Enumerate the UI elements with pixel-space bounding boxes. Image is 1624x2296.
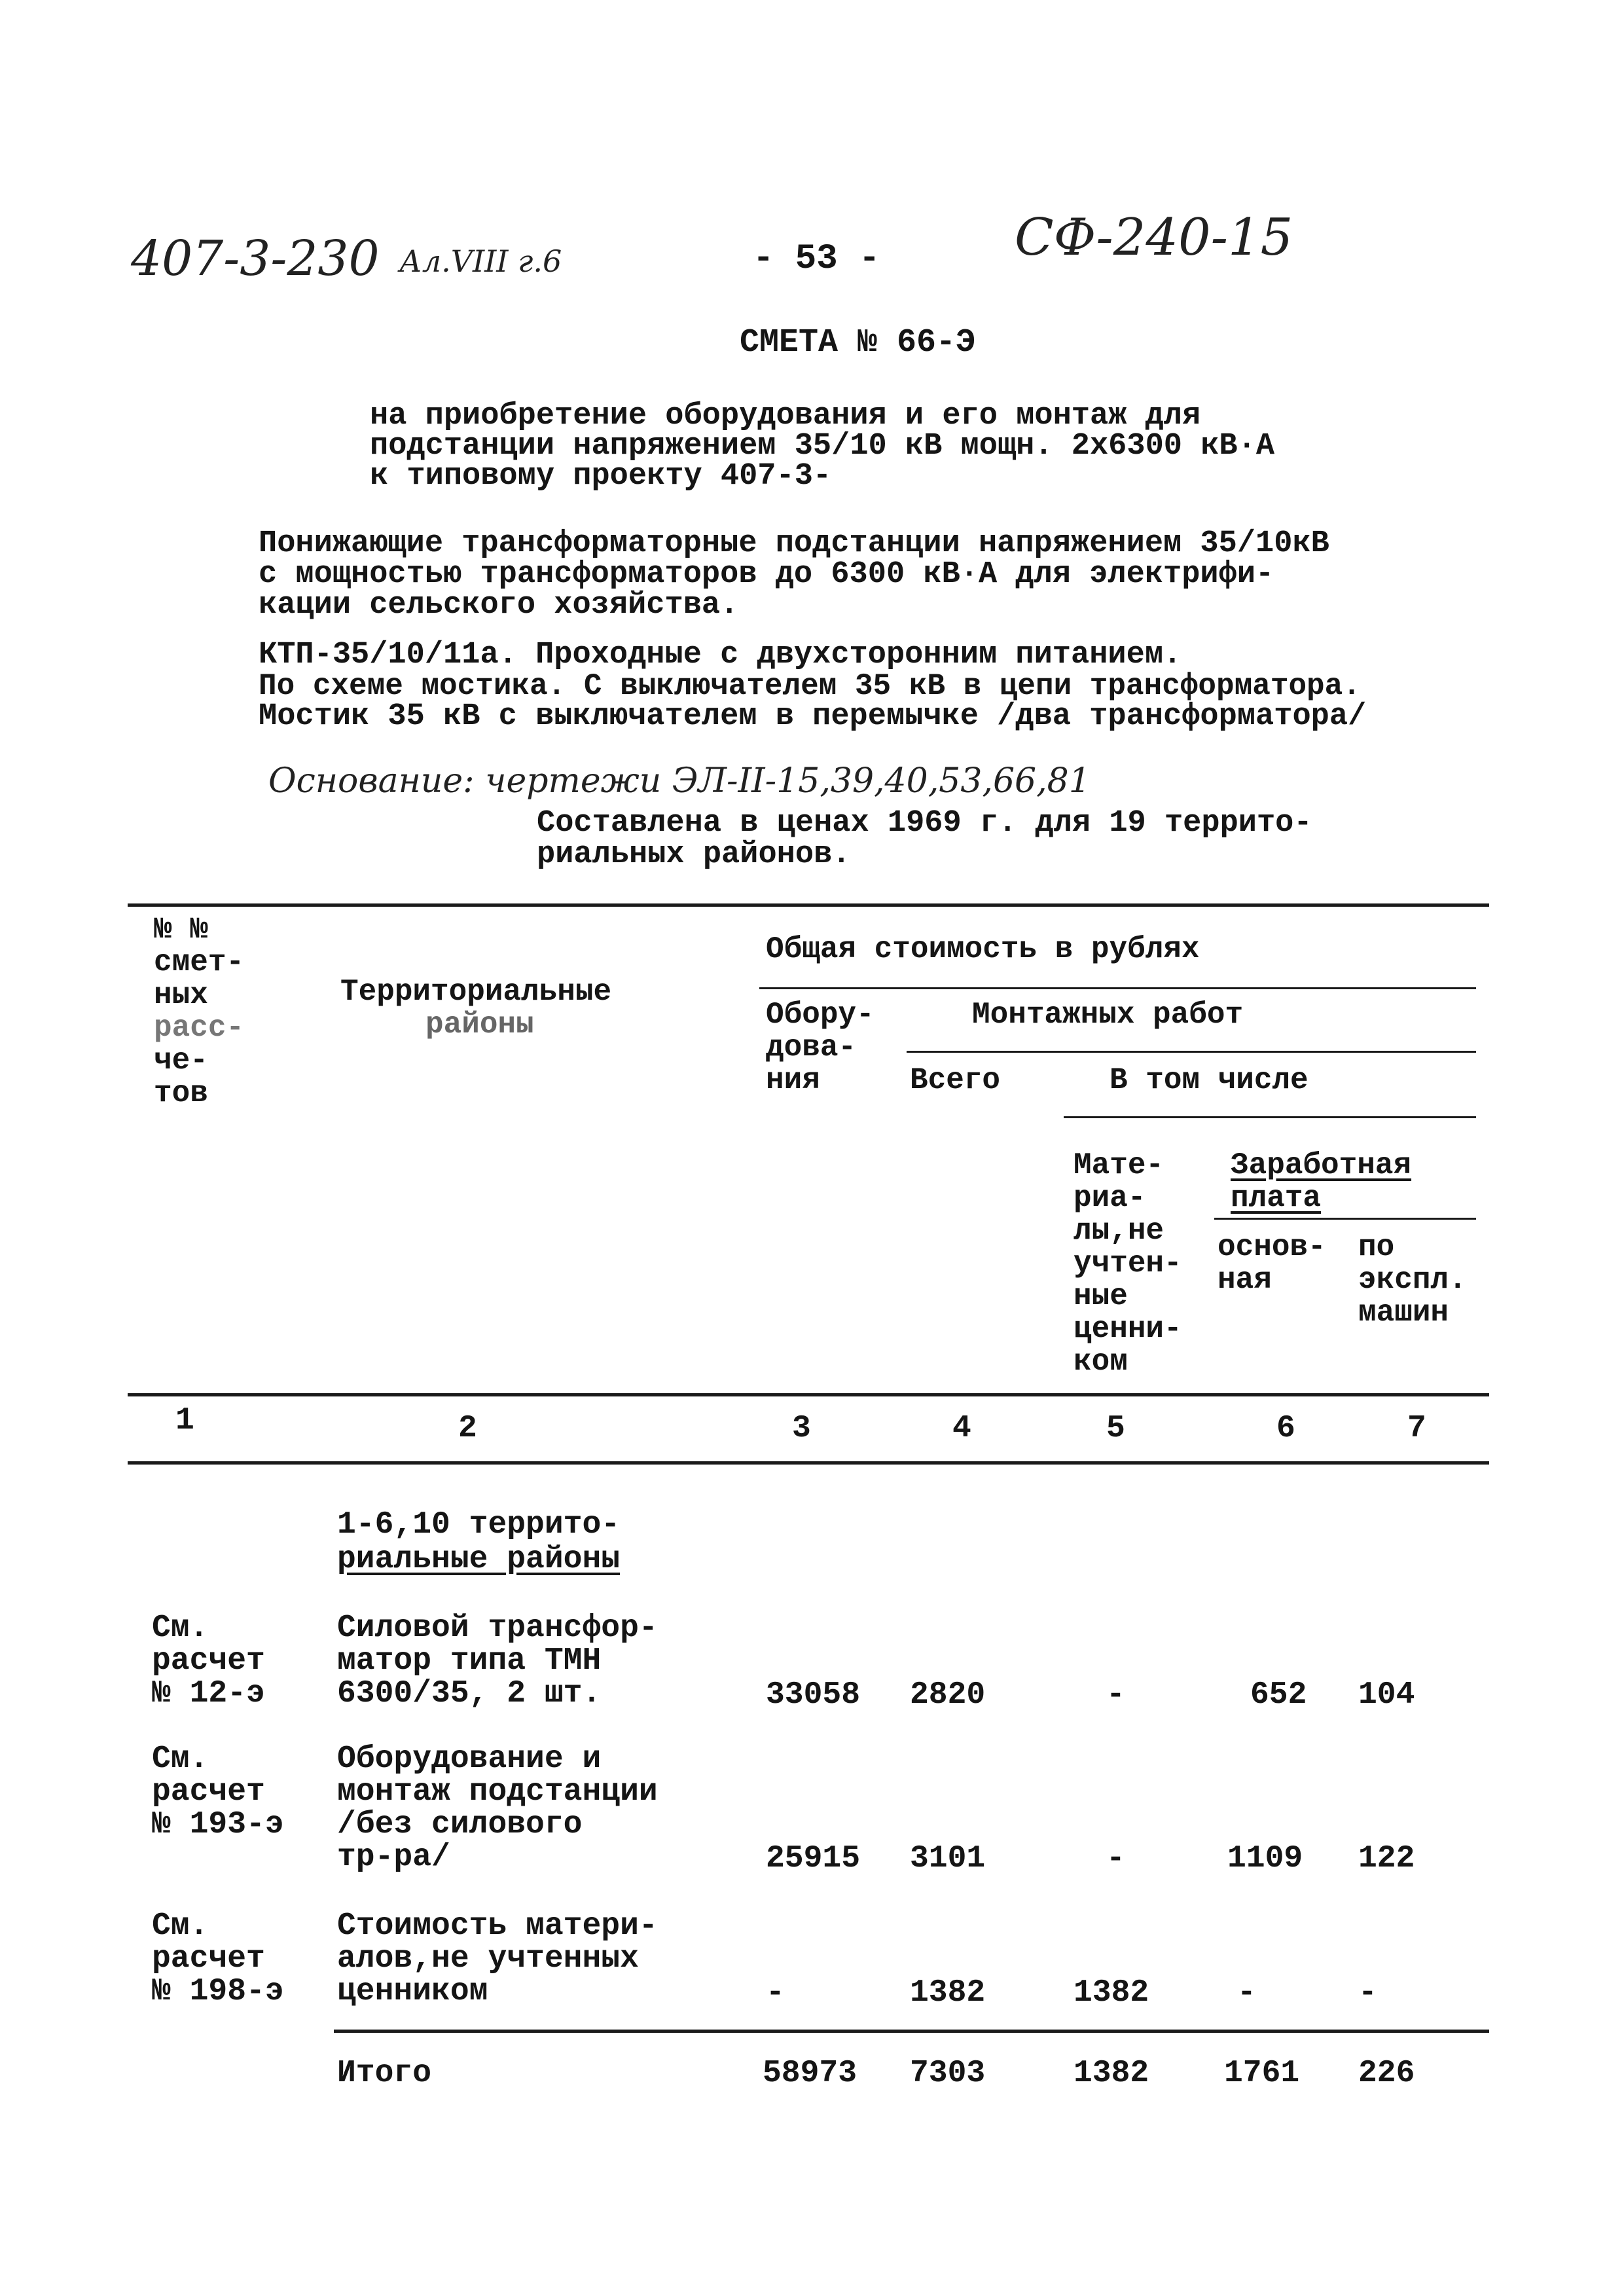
scheme-line-1: КТП-35/10/11а. Проходные с двухсторонним питанием. [259,638,1182,672]
header-wages-main-line2: ная [1218,1263,1272,1297]
column-number-7: 7 [1407,1411,1426,1446]
estimate-title: СМЕТА № 66-Э [740,324,976,361]
section-title-line1: 1-6,10 террито- [337,1507,621,1542]
subtitle-line-1: на приобретение оборудования и его монтаж для [370,399,1201,433]
column-number-6: 6 [1276,1411,1295,1446]
row3-wages-main: - [1237,1975,1256,2011]
row1-ref-line2: расчет [152,1643,265,1679]
scheme-line-2: По схеме мостика. С выключателем 35 кВ в цепи трансформатора. [259,669,1361,703]
subtitle-line-2: подстанции напряжением 35/10 кВ мощн. 2х6300 кВ·А [370,429,1275,464]
row1-total: 2820 [910,1677,986,1713]
row2-total: 3101 [910,1841,986,1876]
header-wages-machines-line1: по [1358,1230,1395,1264]
rule-above-column-numbers [128,1393,1489,1396]
header-including: В том числе [1110,1063,1308,1097]
total-wages-machines: 226 [1358,2056,1415,2091]
scheme-line-3: Мостик 35 кВ с выключателем в перемычке /два трансформатора/ [259,699,1367,734]
header-col2-line2: районы [425,1008,534,1042]
row3-materials: 1382 [1074,1975,1149,2011]
rule-under-wages [1214,1218,1476,1220]
section-title-line2: риальные районы [337,1542,621,1577]
row2-name-line1: Оборудование и [337,1741,602,1777]
row1-ref-line3: № 12-э [152,1676,265,1711]
header-equipment-line3: ния [766,1063,820,1097]
header-col2-line1: Территориальные [340,975,612,1009]
subtitle-line-3: к типовому проекту 407-3- [370,459,832,494]
row2-name-line3: /без силового [337,1807,583,1842]
table-top-rule [128,903,1489,907]
rule-under-installation [907,1051,1476,1053]
description-line-3: кации сельского хозяйства. [259,588,739,623]
header-materials-line4: учтен- [1074,1247,1182,1281]
header-equipment-line2: дова- [766,1030,857,1065]
header-materials-line5: ные [1074,1279,1128,1313]
basis-line: Основание: чертежи ЭЛ-II-15,39,40,53,66,81 [268,761,1091,801]
document-code: 407-3-230 [131,230,380,287]
row1-ref-line1: См. [152,1611,209,1646]
album-reference: Ал.VIII г.6 [399,244,562,279]
header-col1-line2: смет- [154,945,245,979]
total-installation: 7303 [910,2056,986,2091]
stamp-code: СФ-240-15 [1015,208,1293,267]
row2-materials: - [1106,1841,1125,1876]
row2-equipment: 25915 [766,1841,861,1876]
row2-wages-machines: 122 [1358,1841,1415,1876]
row3-ref-line1: См. [152,1908,209,1944]
row3-ref-line2: расчет [152,1941,265,1977]
rule-under-total-cost [759,987,1476,989]
compiled-line-1: Составлена в ценах 1969 г. для 19 террито- [537,806,1312,841]
column-number-3: 3 [792,1411,811,1446]
row2-ref-line3: № 193-э [152,1807,284,1842]
total-label: Итого [337,2056,432,2091]
header-col1-line4: расс- [154,1011,245,1045]
row1-name-line2: матор типа ТМН [337,1643,602,1679]
header-wages-machines-line3: машин [1358,1296,1449,1330]
description-line-1: Понижающие трансформаторные подстанции напряжением 35/10кВ [259,526,1329,561]
header-total-cost: Общая стоимость в рублях [766,932,1200,966]
header-total: Всего [910,1063,1001,1097]
row1-materials: - [1106,1677,1125,1713]
total-materials: 1382 [1074,2056,1149,2091]
rule-below-column-numbers [128,1461,1489,1465]
total-wages-main: 1761 [1224,2056,1300,2091]
header-col1-line3: ных [154,978,208,1012]
column-number-1: 1 [175,1403,194,1438]
row3-name-line3: ценником [337,1974,488,2009]
header-installation: Монтажных работ [972,998,1244,1032]
row1-name-line3: 6300/35, 2 шт. [337,1676,602,1711]
page-number: - 53 - [753,239,880,279]
row2-name-line4: тр-ра/ [337,1840,450,1875]
column-number-2: 2 [458,1411,477,1446]
row3-name-line1: Стоимость матери- [337,1908,658,1944]
row1-equipment: 33058 [766,1677,861,1713]
row3-equipment: - [766,1975,785,2011]
column-number-4: 4 [952,1411,971,1446]
row1-wages-main: 652 [1250,1677,1307,1713]
row2-ref-line1: См. [152,1741,209,1777]
header-wages: Заработная плата [1231,1148,1412,1215]
row2-wages-main: 1109 [1227,1841,1303,1876]
rule-under-including [1064,1116,1476,1118]
row3-wages-machines: - [1358,1975,1377,2011]
header-col1-line6: тов [154,1076,208,1110]
header-materials-line2: риа- [1074,1181,1146,1215]
row3-total: 1382 [910,1975,986,2011]
header-col1-line5: че- [154,1044,208,1078]
row3-name-line2: алов,не учтенных [337,1941,639,1977]
column-number-5: 5 [1106,1411,1125,1446]
header-materials-line7: ком [1074,1345,1128,1379]
row1-wages-machines: 104 [1358,1677,1415,1713]
total-equipment: 58973 [763,2056,857,2091]
header-wages-machines-line2: экспл. [1358,1263,1467,1297]
description-line-2: с мощностью трансформаторов до 6300 кВ·А для электрифи- [259,557,1274,592]
row3-ref-line3: № 198-э [152,1974,284,2009]
header-materials-line6: ценни- [1074,1312,1182,1346]
row2-name-line2: монтаж подстанции [337,1774,658,1810]
row2-ref-line2: расчет [152,1774,265,1810]
header-equipment-line1: Обору- [766,998,875,1032]
header-materials-line1: Мате- [1074,1148,1164,1182]
row1-name-line1: Силовой трансфор- [337,1611,658,1646]
header-wages-main-line1: основ- [1218,1230,1326,1264]
compiled-line-2: риальных районов. [537,837,851,872]
rule-above-total [334,2030,1489,2033]
header-col1-line1: № № [154,913,208,947]
header-materials-line3: лы,не [1074,1214,1164,1248]
